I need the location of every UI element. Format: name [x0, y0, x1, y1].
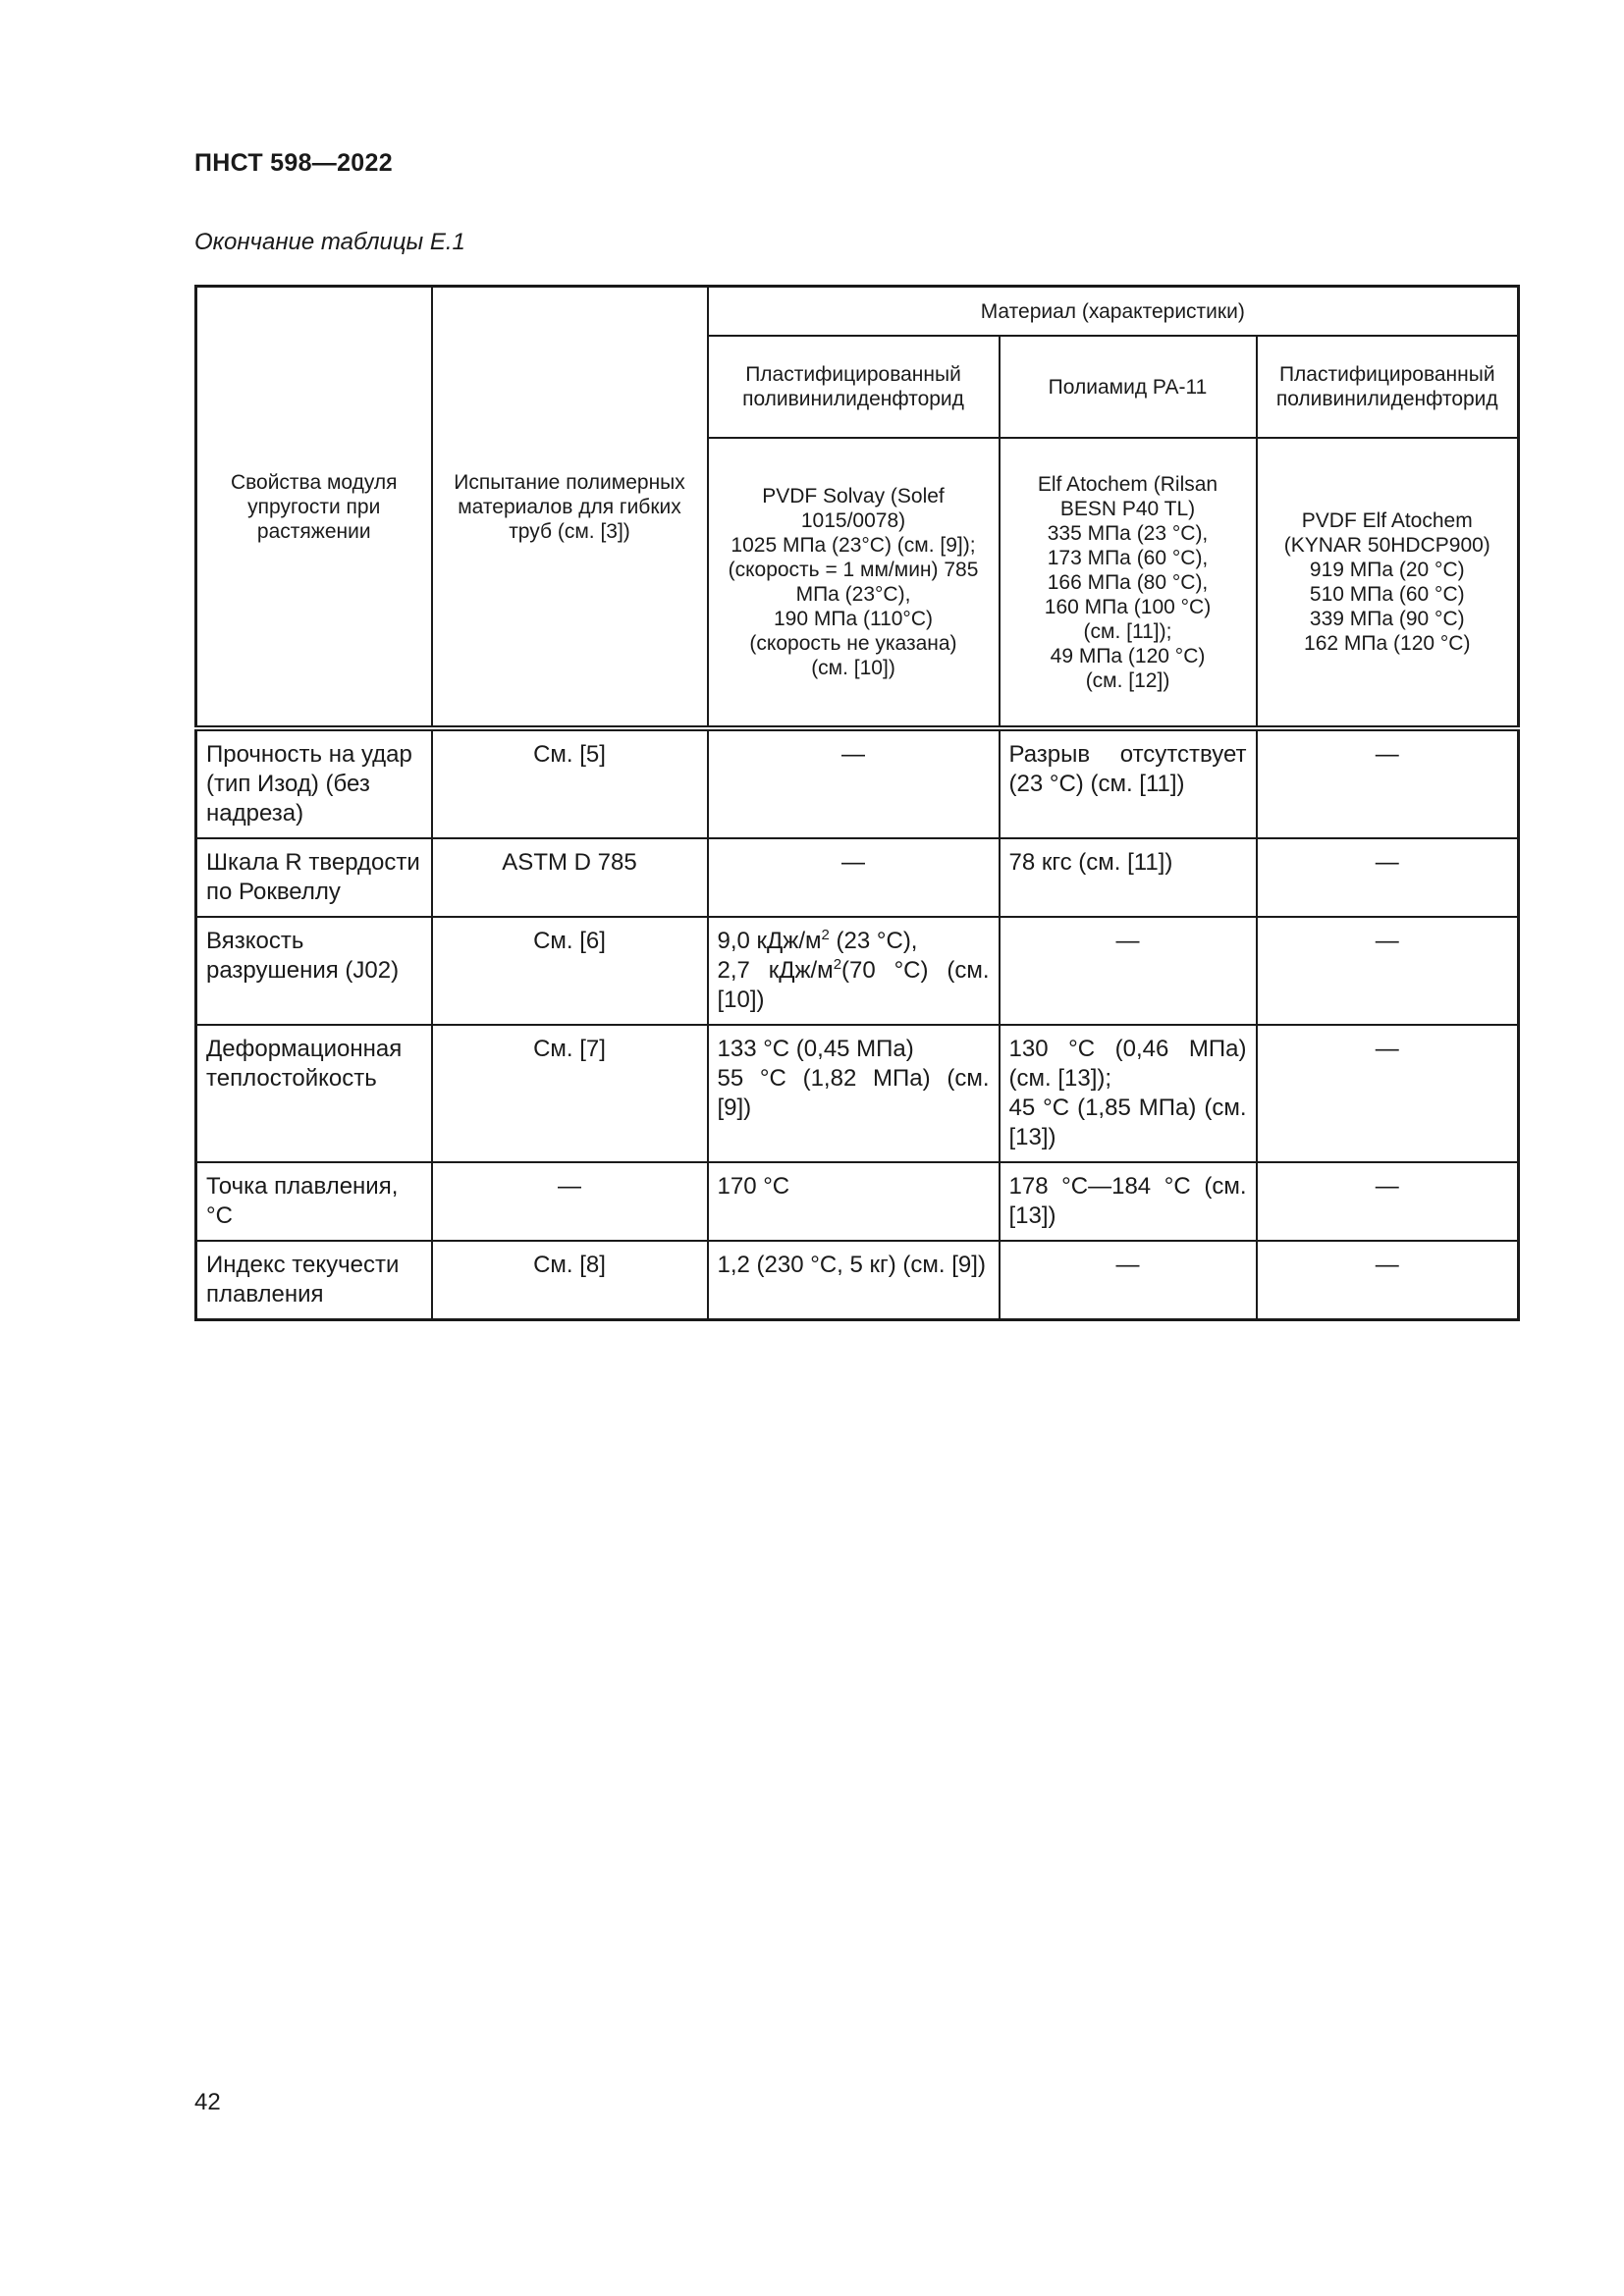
spec-line: 160 МПа (100 °С): [1044, 595, 1212, 618]
cell-property: Индекс текучести плавления: [196, 1241, 432, 1320]
spec-line: (см. [10]): [811, 657, 895, 679]
header-material-3-spec: [1257, 438, 1519, 728]
cell-material-2: [1000, 1025, 1257, 1162]
cell-material-1: —: [708, 728, 1000, 838]
table-row: [196, 728, 1519, 838]
cell-material-3: —: [1257, 1025, 1519, 1162]
spec-line: 335 МПа (23 °С),: [1047, 521, 1209, 545]
cell-material-2: —: [1000, 1241, 1257, 1320]
table-row: [196, 1241, 1519, 1320]
cell-property: Вязкость разрушения (J02): [196, 917, 432, 1025]
superscript: 2: [833, 956, 842, 973]
cell-material-2: —: [1000, 917, 1257, 1025]
table-row: [196, 838, 1519, 917]
table-row: [196, 1025, 1519, 1162]
cell-method: ASTM D 785: [432, 838, 708, 917]
superscript: 2: [821, 927, 830, 943]
value-line: 133 °С (0,45 МПа): [717, 1036, 914, 1062]
cell-material-3: —: [1257, 1162, 1519, 1241]
spec-line: 166 МПа (80 °С),: [1047, 570, 1209, 594]
cell-method: —: [432, 1162, 708, 1241]
spec-line: (см. [12]): [1085, 668, 1170, 692]
cell-material-3: —: [1257, 838, 1519, 917]
value-text: 2,7 кДж/м: [717, 957, 834, 984]
spec-line: 510 МПа (60 °С): [1309, 583, 1465, 606]
cell-material-1: 1,2 (230 °С, 5 кг) (см. [9]): [708, 1241, 1000, 1320]
spec-line: 190 МПа (110°С): [773, 608, 933, 630]
header-property: Свойства модуля упругости при растяжении: [196, 287, 432, 729]
spec-line: (скорость = 1 мм/мин) 785: [728, 559, 979, 581]
header-material-1-name: Пластифицированный поливинилиденфторид: [708, 336, 1000, 438]
cell-method: См. [5]: [432, 728, 708, 838]
spec-line: PVDF Solvay (Solef: [762, 485, 945, 507]
cell-material-1: 170 °С: [708, 1162, 1000, 1241]
header-material-2-spec: [1000, 438, 1257, 728]
cell-material-1: [708, 917, 1000, 1025]
spec-line: PVDF Elf Atochem: [1301, 509, 1473, 532]
cell-material-3: —: [1257, 917, 1519, 1025]
value-text: 9,0 кДж/м: [717, 928, 822, 954]
cell-method: См. [6]: [432, 917, 708, 1025]
spec-line: 1015/0078): [800, 509, 906, 532]
cell-property: Прочность на удар (тип Изод) (без надреза): [196, 728, 432, 838]
cell-method: См. [8]: [432, 1241, 708, 1320]
spec-line: 49 МПа (120 °С): [1050, 644, 1206, 667]
cell-property: Шкала R твердости по Роквеллу: [196, 838, 432, 917]
document-code: ПНСТ 598—2022: [194, 149, 393, 177]
cell-material-1: —: [708, 838, 1000, 917]
cell-material-3: —: [1257, 728, 1519, 838]
value-text: (23 °С),: [829, 928, 918, 954]
header-material-1-spec: [708, 438, 1000, 728]
cell-material-3: —: [1257, 1241, 1519, 1320]
header-material-group: Материал (характеристики): [708, 287, 1519, 337]
spec-line: (KYNAR 50HDCP900): [1283, 534, 1490, 557]
spec-line: 162 МПа (120 °С): [1304, 632, 1471, 655]
header-material-3-name: Пластифицированный поливинилиденфторид: [1257, 336, 1519, 438]
value-text: (70 °С) (см. [10]): [717, 957, 990, 1013]
cell-material-2: 178 °С—184 °С (см. [13]): [1000, 1162, 1257, 1241]
cell-material-2: Разрыв отсутствует (23 °С) (см. [11]): [1000, 728, 1257, 838]
spec-line: 919 МПа (20 °С): [1309, 559, 1465, 581]
spec-line: 173 МПа (60 °С),: [1047, 546, 1209, 569]
table-row: [196, 1162, 1519, 1241]
page-number: 42: [194, 2089, 221, 2115]
cell-property: Деформационная теплостойкость: [196, 1025, 432, 1162]
value-line: 55 °С (1,82 МПа) (см. [9]): [717, 1065, 990, 1121]
spec-line: 339 МПа (90 °С): [1309, 608, 1465, 630]
cell-property: Точка плавления, °С: [196, 1162, 432, 1241]
spec-line: 1025 МПа (23°С) (см. [9]);: [731, 534, 976, 557]
cell-material-2: 78 кгс (см. [11]): [1000, 838, 1257, 917]
spec-line: (скорость не указана): [749, 632, 957, 655]
value-line: 130 °С (0,46 МПа) (см. [13]);: [1008, 1036, 1247, 1092]
spec-line: МПа (23°С),: [795, 583, 911, 606]
header-material-2-name: Полиамид РА-11: [1000, 336, 1257, 438]
cell-material-1: [708, 1025, 1000, 1162]
spec-line: BESN P40 TL): [1059, 497, 1196, 520]
value-line: 45 °С (1,85 МПа) (см. [13]): [1008, 1095, 1247, 1150]
table-row: [196, 917, 1519, 1025]
spec-line: Elf Atochem (Rilsan: [1037, 472, 1218, 496]
header-test-method: Испытание полимерных материалов для гибких труб (см. [3]): [432, 287, 708, 729]
properties-table: [194, 285, 1520, 1321]
table-caption: Окончание таблицы Е.1: [194, 229, 465, 255]
cell-method: См. [7]: [432, 1025, 708, 1162]
spec-line: (см. [11]);: [1083, 619, 1172, 643]
